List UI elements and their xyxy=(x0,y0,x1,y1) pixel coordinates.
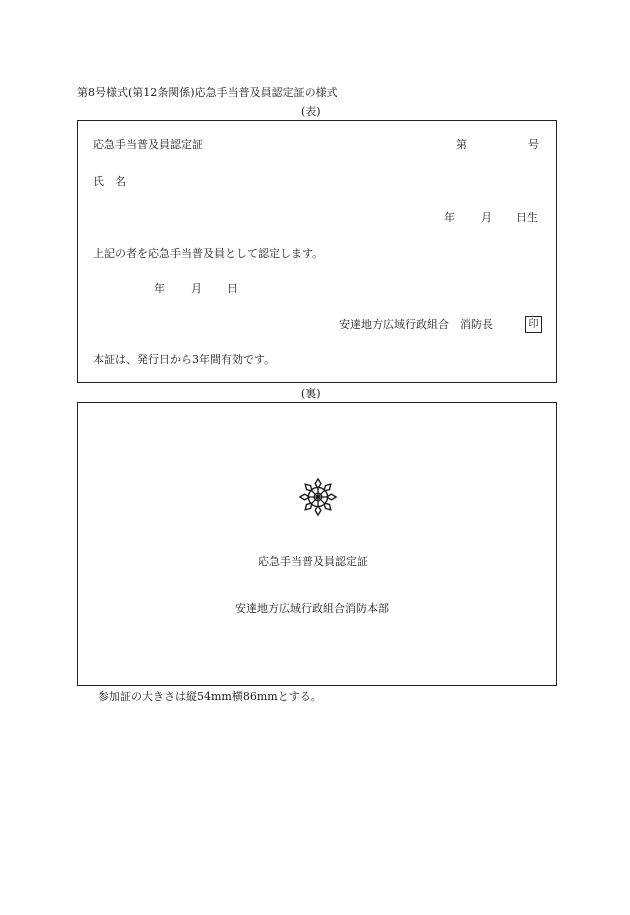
certificate-back xyxy=(77,402,557,686)
form-title: 第8号様式(第12条関係)応急手当普及員認定証の様式 xyxy=(77,86,338,99)
certification-text: 上記の者を応急手当普及員として認定します。 xyxy=(93,247,324,260)
number-suffix: 号 xyxy=(528,138,539,151)
fire-department-name: 安達地方広域行政組合消防本部 xyxy=(235,602,389,615)
name-label: 氏 名 xyxy=(93,175,126,188)
issuer-name: 安達地方広域行政組合 消防長 xyxy=(339,318,493,331)
birth-year-label: 年 xyxy=(444,211,455,224)
front-card-title: 応急手当普及員認定証 xyxy=(93,138,203,151)
issue-year-label: 年 xyxy=(154,282,165,295)
fire-department-emblem-icon xyxy=(297,475,339,519)
official-seal xyxy=(525,316,542,333)
front-side-label: (表) xyxy=(301,105,321,118)
validity-text: 本証は、発行日から3年間有効です。 xyxy=(93,353,276,366)
back-side-label: (裏) xyxy=(301,387,321,400)
issue-day-label: 日 xyxy=(227,282,238,295)
certificate-front xyxy=(77,120,557,383)
seal-mark: 印 xyxy=(525,316,542,333)
birth-month-label: 月 xyxy=(481,211,492,224)
size-footnote: 参加証の大きさは縦54mm横86mmとする。 xyxy=(98,690,322,703)
birth-day-label: 日生 xyxy=(516,211,538,224)
issue-month-label: 月 xyxy=(191,282,202,295)
number-prefix: 第 xyxy=(456,138,467,151)
back-card-title: 応急手当普及員認定証 xyxy=(258,555,368,568)
